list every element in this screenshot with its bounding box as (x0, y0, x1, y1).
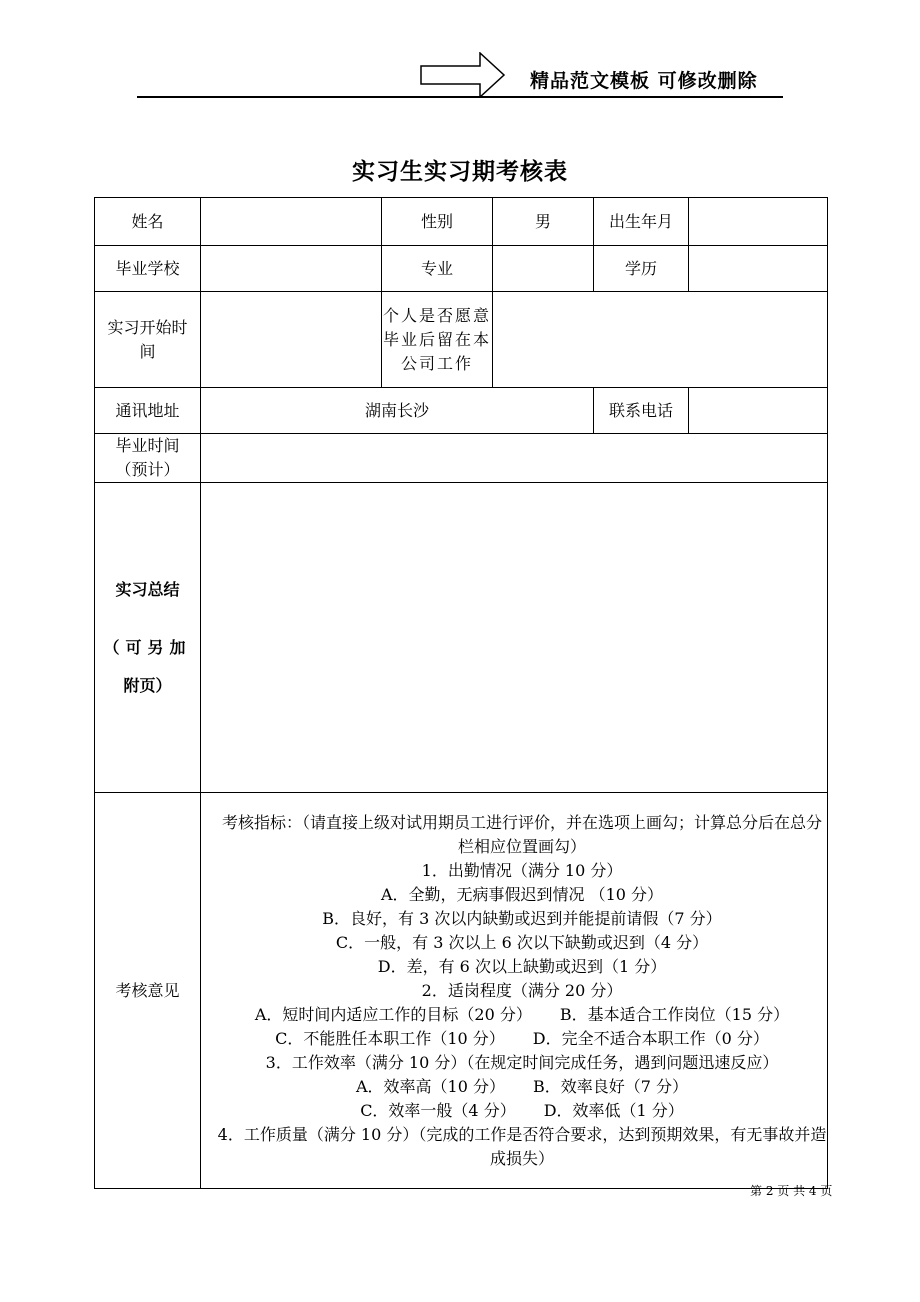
summary-label-line3: 附页） (123, 675, 172, 695)
criteria-efficiency-b[interactable]: B．效率良好（7 分） (532, 1076, 689, 1096)
birth-field[interactable] (689, 198, 828, 246)
criteria-attendance-a[interactable]: A．全勤，无病事假迟到情况 （10 分） (380, 884, 664, 904)
start-time-field[interactable] (201, 292, 382, 388)
graduation-time-label-text: 毕业时间（预计） (115, 436, 180, 479)
assessment-form-table (94, 197, 828, 1189)
criteria-intro: 考核指标：（请直接上级对试用期员工进行评价，并在选项上画勾；计算总分后在总分栏相应位置画勾） (221, 812, 822, 856)
start-time-label (95, 292, 201, 388)
criteria-efficiency-title: 3．工作效率（满分 10 分）（在规定时间完成任务，遇到问题迅速反应） (265, 1052, 779, 1072)
criteria-attendance-b[interactable]: B．良好，有 3 次以内缺勤或迟到并能提前请假（7 分） (322, 908, 722, 928)
criteria-efficiency-a[interactable]: A．效率高（10 分） (355, 1076, 505, 1096)
gender-label: 性别 (382, 198, 493, 246)
table-row (95, 793, 828, 1189)
right-arrow-icon (420, 52, 506, 98)
school-label: 毕业学校 (95, 246, 201, 292)
birth-label: 出生年月 (594, 198, 689, 246)
criteria-fit-d[interactable]: D．完全不适合本职工作（0 分） (532, 1028, 769, 1048)
criteria-attendance-title: 1．出勤情况（满分 10 分） (421, 860, 623, 880)
criteria-attendance-c[interactable]: C．一般，有 3 次以上 6 次以下缺勤或迟到（4 分） (335, 932, 709, 952)
criteria-fit-b[interactable]: B．基本适合工作岗位（15 分） (559, 1004, 790, 1024)
address-label: 通讯地址 (95, 388, 201, 434)
criteria-efficiency-ab (201, 1075, 827, 1099)
graduation-time-label (95, 434, 201, 483)
criteria-quality-title: 4．工作质量（满分 10 分）（完成的工作是否符合要求，达到预期效果，有无事故并造成损失） (217, 1124, 827, 1168)
name-field[interactable] (201, 198, 382, 246)
criteria-efficiency-cd (201, 1099, 827, 1123)
table-row (95, 198, 828, 246)
criteria-fit-cd (201, 1027, 827, 1051)
criteria-fit-ab (201, 1003, 827, 1027)
page-title: 实习生实习期考核表 (352, 159, 568, 185)
phone-field[interactable] (689, 388, 828, 434)
summary-label-line1: 实习总结 (115, 579, 180, 599)
criteria-fit-c[interactable]: C．不能胜任本职工作（10 分） (275, 1028, 505, 1048)
assessment-label: 考核意见 (95, 793, 201, 1189)
criteria-efficiency-c[interactable]: C．效率一般（4 分） (360, 1100, 516, 1120)
internship-summary-label (95, 483, 201, 793)
header-banner-text: 精品范文模板 可修改删除 (530, 70, 758, 92)
gender-field[interactable]: 男 (493, 198, 594, 246)
assessment-criteria (201, 793, 828, 1189)
graduation-time-field[interactable] (201, 434, 828, 483)
stay-willingness-field[interactable] (493, 292, 828, 388)
internship-summary-field[interactable] (201, 483, 828, 793)
table-row (95, 434, 828, 483)
header-divider (137, 96, 783, 98)
summary-label-line2: （可另加 (103, 637, 192, 657)
major-field[interactable] (493, 246, 594, 292)
table-row (95, 388, 828, 434)
major-label: 专业 (382, 246, 493, 292)
criteria-efficiency-d[interactable]: D．效率低（1 分） (543, 1100, 684, 1120)
table-row (95, 246, 828, 292)
school-field[interactable] (201, 246, 382, 292)
phone-label: 联系电话 (594, 388, 689, 434)
criteria-attendance-d[interactable]: D．差，有 6 次以上缺勤或迟到（1 分） (377, 956, 667, 976)
name-label: 姓名 (95, 198, 201, 246)
criteria-fit-title: 2．适岗程度（满分 20 分） (421, 980, 623, 1000)
criteria-fit-a[interactable]: A．短时间内适应工作的目标（20 分） (254, 1004, 532, 1024)
stay-willingness-label: 个人是否愿意毕业后留在本公司工作 (382, 292, 493, 388)
start-time-label-text: 实习开始时间 (107, 317, 188, 361)
page-number-footer: 第 2 页 共 4 页 (750, 1184, 833, 1198)
degree-label: 学历 (594, 246, 689, 292)
degree-field[interactable] (689, 246, 828, 292)
table-row (95, 483, 828, 793)
table-row (95, 292, 828, 388)
address-field[interactable]: 湖南长沙 (201, 388, 594, 434)
